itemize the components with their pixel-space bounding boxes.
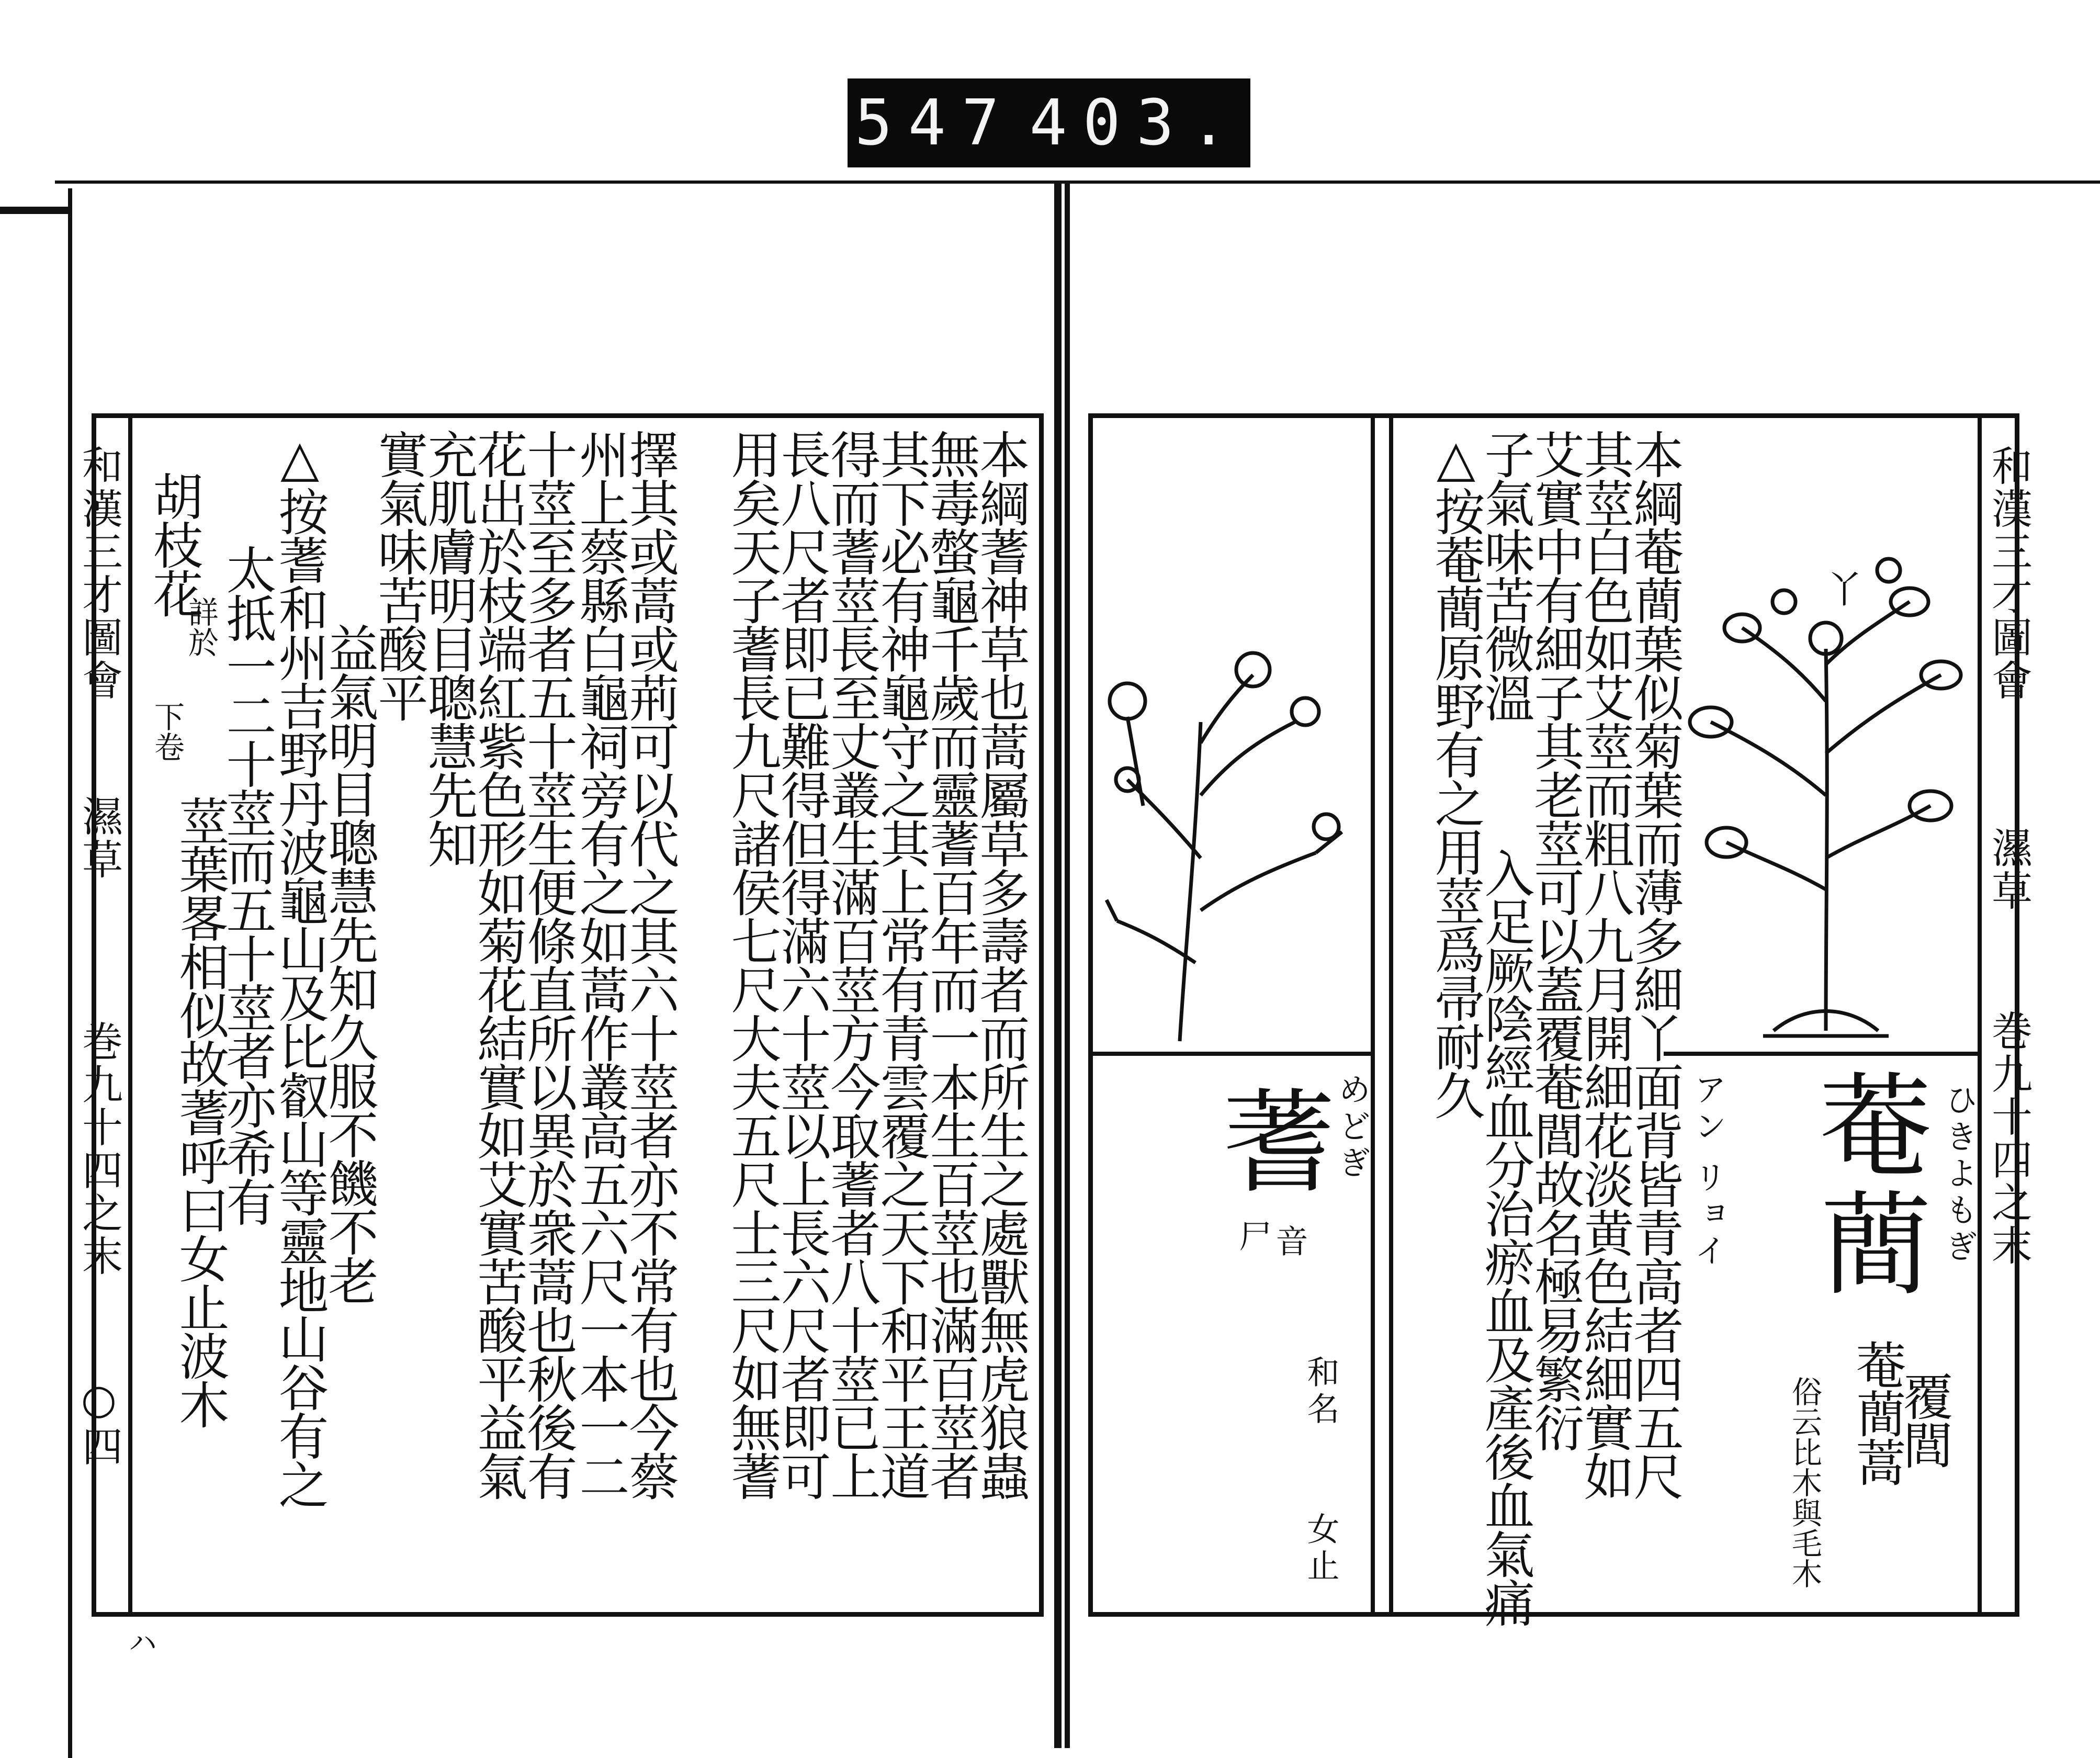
anryo-kana-reading: ひきよもぎ — [1940, 1083, 1978, 1266]
anryo-katakana-reading: アン リョイ — [1689, 1073, 1727, 1270]
left-column-1: 本綱蓍神草也蒿屬草多壽者而所生之處獸無虎狼蟲 — [972, 429, 1030, 1500]
entry-divider — [1389, 413, 1393, 1617]
anryo-illustration-mark: 丫 — [1820, 570, 1863, 611]
left-footer-mark: ハ — [123, 1627, 157, 1659]
left-column-9: 十莖至多者五十莖生便條直所以異於衆蒿也秋後有 — [519, 429, 578, 1500]
right-column-5: 入足厥陰經血分治瘀血及產後血氣痛 — [1476, 848, 1535, 1626]
archive-number-tag — [848, 78, 1250, 167]
illustration-bottom-rule — [1088, 1052, 1373, 1056]
right-column-2: 其莖白色如艾莖而粗八九月開細花淡黄色結細實如 — [1576, 429, 1634, 1500]
left-gutter-title: 和漢三才圖會 — [75, 445, 122, 702]
left-column-12: 實氣味苦酸平 — [370, 429, 428, 721]
left-column-4: 得而蓍莖長至丈叢生滿百莖方今取蓍者八十莖已上 — [822, 429, 881, 1500]
left-column-15: 太抵一二十莖而五十莖者亦希有 — [218, 544, 277, 1225]
anryo-heading: 菴蕳 — [1801, 1067, 1932, 1303]
shi-plant-illustration — [1096, 638, 1368, 1046]
left-column-2: 無毒螫龜千歲而靈蓍百年而一本生百莖也滿百莖者 — [922, 429, 980, 1500]
left-column-13: 益氣明目聰慧先知久服不饑不老 — [320, 623, 379, 1304]
left-column-3: 其下必有神龜守之其上常有青雲覆之天下和平王道 — [872, 429, 931, 1500]
shi-reading-value: 尸 — [1234, 1219, 1272, 1256]
left-gutter-page-number: ○四 — [75, 1376, 122, 1468]
right-illustration-bottom-rule — [1664, 1052, 1980, 1056]
archive-number-right: 403. — [1029, 86, 1244, 160]
left-marginal-note: 詳於 — [183, 596, 219, 657]
anryo-alias-3: 俗云比木與毛木 — [1787, 1376, 1822, 1588]
left-column-17: 莖葉畧相似故蓍呼曰女止波木 — [171, 795, 230, 1428]
right-gutter-title: 和漢三才圖會 — [1985, 445, 2032, 702]
left-gutter-section: 濕草 — [75, 795, 122, 881]
right-column-3: 艾實中有細子其老莖可以蓋覆菴閭故名極易繁衍 — [1526, 429, 1585, 1451]
shi-heading: 蓍 — [1204, 1083, 1336, 1201]
right-column-1: 本綱菴蕳葉似菊葉而薄多細丫面背皆青高者四五尺 — [1625, 429, 1684, 1500]
anryo-alias-1: 覆閭 — [1895, 1371, 1954, 1468]
right-gutter-section: 濕草 — [1985, 827, 2032, 912]
left-column-16: 胡枝花 — [145, 471, 204, 617]
left-lower-volume-note: 下卷 — [149, 701, 185, 762]
left-column-6: 用矣天子蓍長九尺諸侯七尺大夫五尺士三尺如無蓍 — [723, 429, 782, 1500]
left-column-14: △按蓍和州吉野丹波龜山及比叡山等靈地山谷有之 — [270, 429, 329, 1508]
archive-number-left: 547 — [854, 86, 1015, 160]
shi-kana-reading: めどぎ — [1333, 1073, 1371, 1182]
shi-wamei-label: 和名 — [1302, 1355, 1340, 1428]
left-column-11: 充肌膚明目聰慧先知 — [420, 429, 478, 867]
right-column-4: 子氣味苦微溫 — [1476, 429, 1535, 721]
anryo-alias-2: 菴蕳蒿 — [1848, 1339, 1906, 1485]
right-gutter-volume: 巻九十四之末 — [1985, 1010, 2032, 1267]
left-column-10: 花出於枝端紅紫色形如菊花結實如艾實苦酸平益氣 — [469, 429, 528, 1500]
right-column-6: △按菴蕳原野有之用莖爲帚耐久 — [1427, 429, 1485, 1119]
left-gutter-volume: 巻九十四之末 — [75, 1020, 122, 1278]
left-column-8: 州上蔡縣白龜祠旁有之如蒿作叢高五六尺一本一二 — [571, 429, 630, 1500]
left-column-7: 擇其或蒿或荊可以代之其六十莖者亦不常有也今蔡 — [621, 429, 680, 1500]
right-gutter-rule — [1978, 413, 1982, 1617]
anryo-plant-illustration — [1669, 429, 1978, 1046]
left-column-5: 長八尺者即已難得但得滿六十莖以上長六尺者即可 — [773, 429, 831, 1500]
shi-reading-label: 音 — [1270, 1224, 1308, 1261]
left-gutter-rule — [128, 413, 132, 1617]
text-block-divider — [1371, 413, 1375, 1617]
shi-wamei-value: 女止 — [1302, 1512, 1340, 1585]
